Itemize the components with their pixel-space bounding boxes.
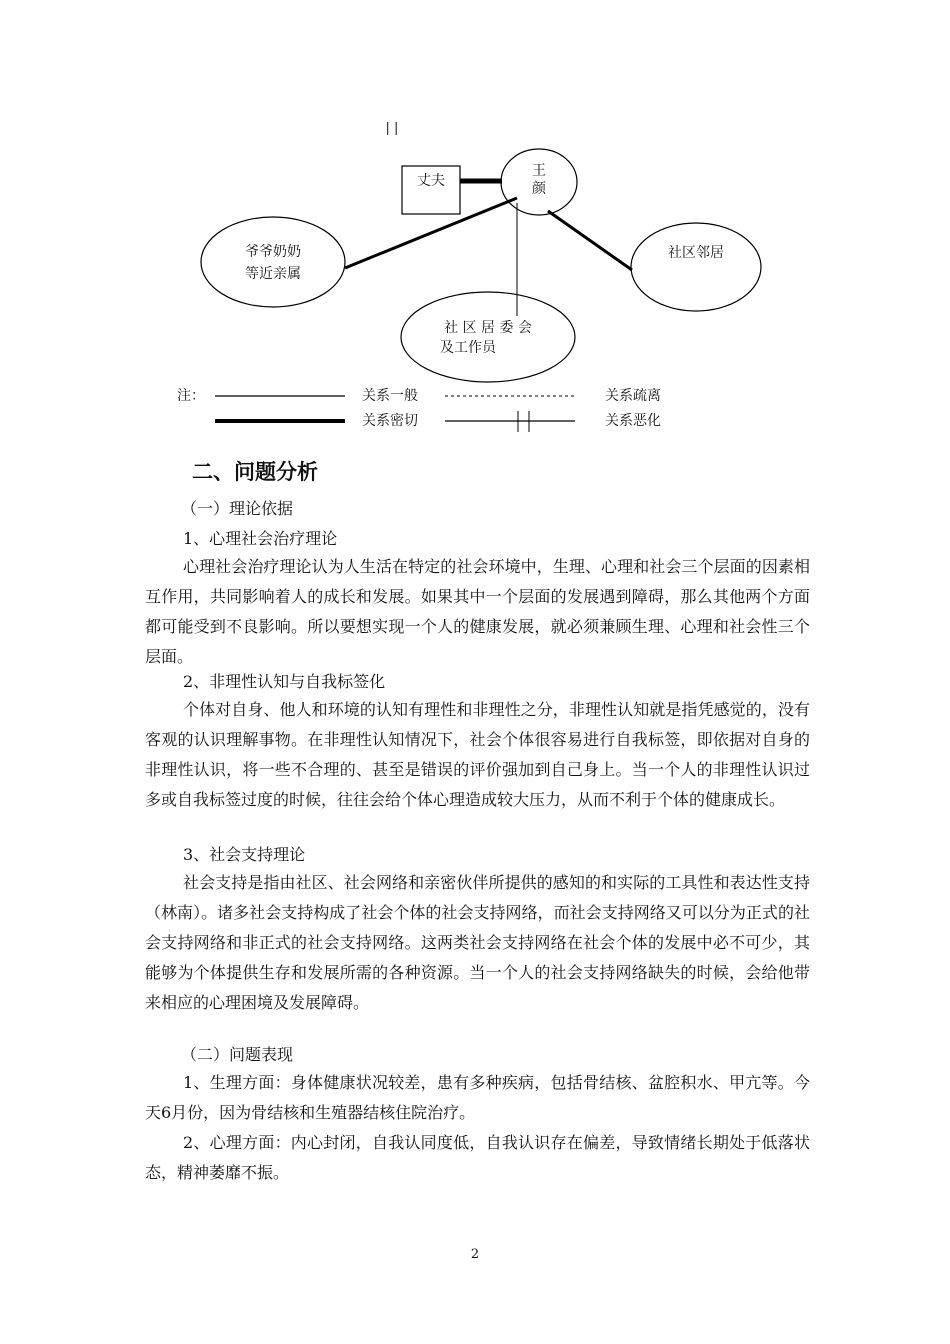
legend-normal-label: 关系一般 xyxy=(362,388,418,404)
client-label-1: 王 xyxy=(532,163,546,179)
committee-label-2: 及工作员 xyxy=(440,340,496,356)
top-marker: | | xyxy=(385,121,399,136)
legend-distant-label: 关系疏离 xyxy=(605,388,661,404)
grandparents-label-2: 等近亲属 xyxy=(245,266,301,282)
page-number: 2 xyxy=(470,1247,480,1262)
link-client-grandparents xyxy=(345,198,517,268)
legend-note: 注： xyxy=(177,388,205,404)
issue1-paragraph: 1、生理方面：身体健康状况较差，患有多种疾病，包括骨结核、盆腔积水、甲亢等。今天6月份，因为骨结核和生殖器结核住院治疗。 xyxy=(145,1073,810,1122)
link-client-neighbors xyxy=(548,211,632,270)
part1-title: （一）理论依据 xyxy=(181,499,294,518)
issue2-paragraph: 2、心理方面：内心封闭，自我认同度低，自我认识存在偏差，导致情绪长期处于低落状态，精神萎靡不振。 xyxy=(145,1133,810,1182)
item2-title: 2、非理性认知与自我标签化 xyxy=(183,672,386,691)
item2-paragraph: 个体对自身、他人和环境的认知有理性和非理性之分，非理性认知就是指凭感觉的，没有客观的认识理解事物。在非理性认知情况下，社会个体很容易进行自我标签，即依据对自身的非理性认识，将一些不合理的、甚至是错误的评价强加到自己身上。当一个人的非理性认识过多或自我标签过度的时候，往往会给个体心理造成较大压力，从而不利于个体的健康成长。 xyxy=(145,700,810,809)
neighbors-label: 社区邻居 xyxy=(668,245,724,261)
legend-worse-label: 关系恶化 xyxy=(605,413,661,429)
item1-paragraph: 心理社会治疗理论认为人生活在特定的社会环境中，生理、心理和社会三个层面的因素相互作用，共同影响着人的成长和发展。如果其中一个层面的发展遇到障碍，那么其他两个方面都可能受到不良影响。所以要想实现一个人的健康发展，就必须兼顾生理、心理和社会性三个层面。 xyxy=(145,557,810,666)
part2-title: （二）问题表现 xyxy=(181,1045,294,1064)
husband-label: 丈夫 xyxy=(417,173,445,189)
committee-label-1: 社 区 居 委 会 xyxy=(444,320,532,336)
item3-paragraph: 社会支持是指由社区、社会网络和亲密伙伴所提供的感知的和实际的工具性和表达性支持（林南）。诸多社会支持构成了社会个体的社会支持网络，而社会支持网络又可以分为正式的社会支持网络和非正式的社会支持网络。这两类社会支持网络在社会个体的发展中必不可少，其能够为个体提供生存和发展所需的各种资源。当一个人的社会支持网络缺失的时候，会给他带来相应的心理困境及发展障碍。 xyxy=(145,873,810,1012)
item1-title: 1、心理社会治疗理论 xyxy=(183,529,338,548)
ecomap-diagram xyxy=(0,0,950,440)
neighbors-ellipse xyxy=(631,223,761,311)
legend-close-label: 关系密切 xyxy=(362,413,418,429)
item3-title: 3、社会支持理论 xyxy=(183,845,306,864)
section-title: 二、问题分析 xyxy=(192,460,318,484)
client-label-2: 颜 xyxy=(532,181,546,197)
grandparents-label-1: 爷爷奶奶 xyxy=(245,244,301,260)
